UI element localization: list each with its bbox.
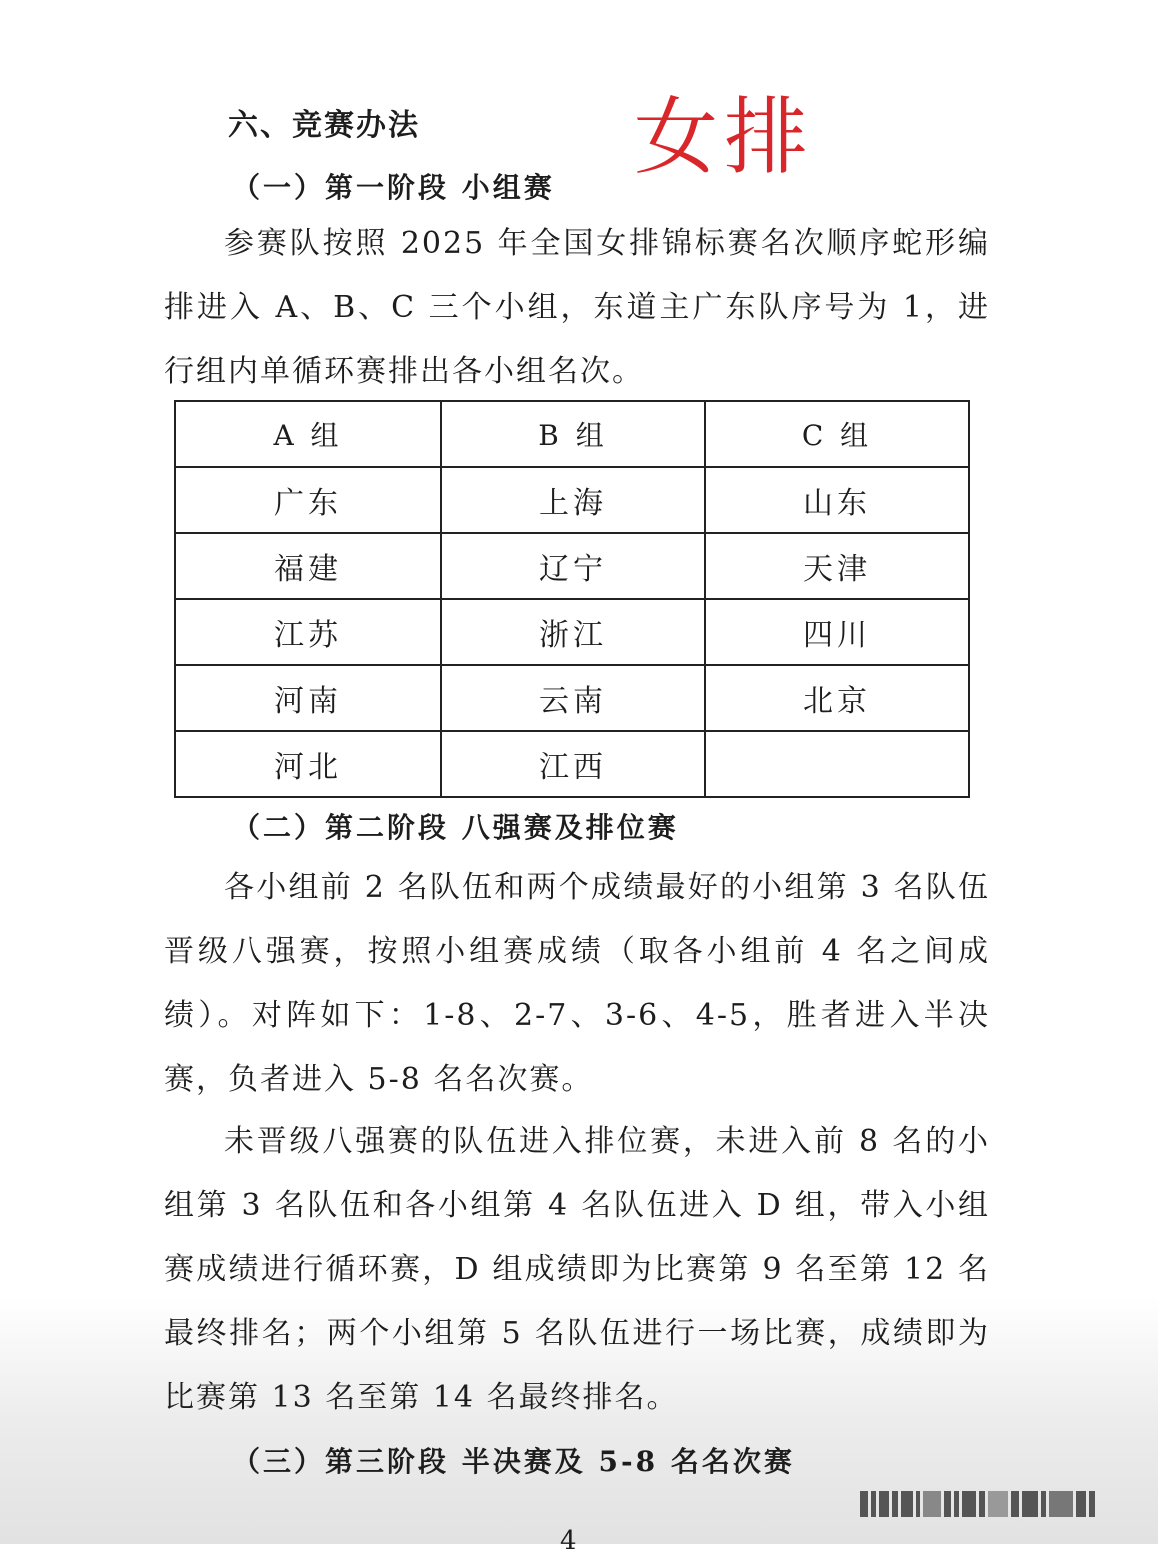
scroll-indicator[interactable] bbox=[860, 1488, 1138, 1520]
table-cell: 山东 bbox=[705, 467, 969, 533]
table-cell: 四川 bbox=[705, 599, 969, 665]
table-cell: 江苏 bbox=[175, 599, 441, 665]
stage3-title: （三）第三阶段 半决赛及 5-8 名名次赛 bbox=[232, 1445, 795, 1478]
table-cell: 上海 bbox=[441, 467, 705, 533]
table-cell: 天津 bbox=[705, 533, 969, 599]
stage2-paragraph-1: 各小组前 2 名队伍和两个成绩最好的小组第 3 名队伍晋级八强赛，按照小组赛成绩（取各小组前 4 名之间成绩）。对阵如下：1-8、2-7、3-6、4-5，胜者进入半决赛，负者进入 5-8 名名次赛。 bbox=[164, 870, 990, 1097]
table-cell: 河南 bbox=[175, 665, 441, 731]
table-row bbox=[175, 599, 969, 665]
stamp-label: 女排 bbox=[634, 88, 815, 186]
table-cell: 江西 bbox=[441, 731, 705, 797]
section-heading: 六、竞赛办法 bbox=[228, 108, 420, 143]
groups-table bbox=[174, 400, 970, 798]
table-cell: 辽宁 bbox=[441, 533, 705, 599]
stage2-title: （二）第二阶段 八强赛及排位赛 bbox=[232, 811, 679, 844]
table-cell: 广东 bbox=[175, 467, 441, 533]
table-header-cell: C 组 bbox=[705, 401, 969, 467]
table-row bbox=[175, 665, 969, 731]
table-cell: 北京 bbox=[705, 665, 969, 731]
table-cell: 河北 bbox=[175, 731, 441, 797]
stage1-title: （一）第一阶段 小组赛 bbox=[232, 171, 555, 204]
page-number: 4 bbox=[560, 1526, 577, 1556]
table-cell bbox=[705, 731, 969, 797]
table-row bbox=[175, 731, 969, 797]
table-row bbox=[175, 533, 969, 599]
table-header-cell: A 组 bbox=[175, 401, 441, 467]
table-row bbox=[175, 467, 969, 533]
table-cell: 浙江 bbox=[441, 599, 705, 665]
table-cell: 福建 bbox=[175, 533, 441, 599]
table-cell: 云南 bbox=[441, 665, 705, 731]
stage2-paragraph-2: 未晋级八强赛的队伍进入排位赛，未进入前 8 名的小组第 3 名队伍和各小组第 4 名队伍进入 D 组，带入小组赛成绩进行循环赛，D 组成绩即为比赛第 9 名至第 12 名最终排名；两个小组第 5 名队伍进行一场比赛，成绩即为比赛第 13 名至第 14 名最终排名。 bbox=[164, 1124, 990, 1415]
table-header-row bbox=[175, 401, 969, 467]
table-header-cell: B 组 bbox=[441, 401, 705, 467]
stage1-paragraph: 参赛队按照 2025 年全国女排锦标赛名次顺序蛇形编排进入 A、B、C 三个小组，东道主广东队序号为 1，进行组内单循环赛排出各小组名次。 bbox=[164, 226, 990, 389]
